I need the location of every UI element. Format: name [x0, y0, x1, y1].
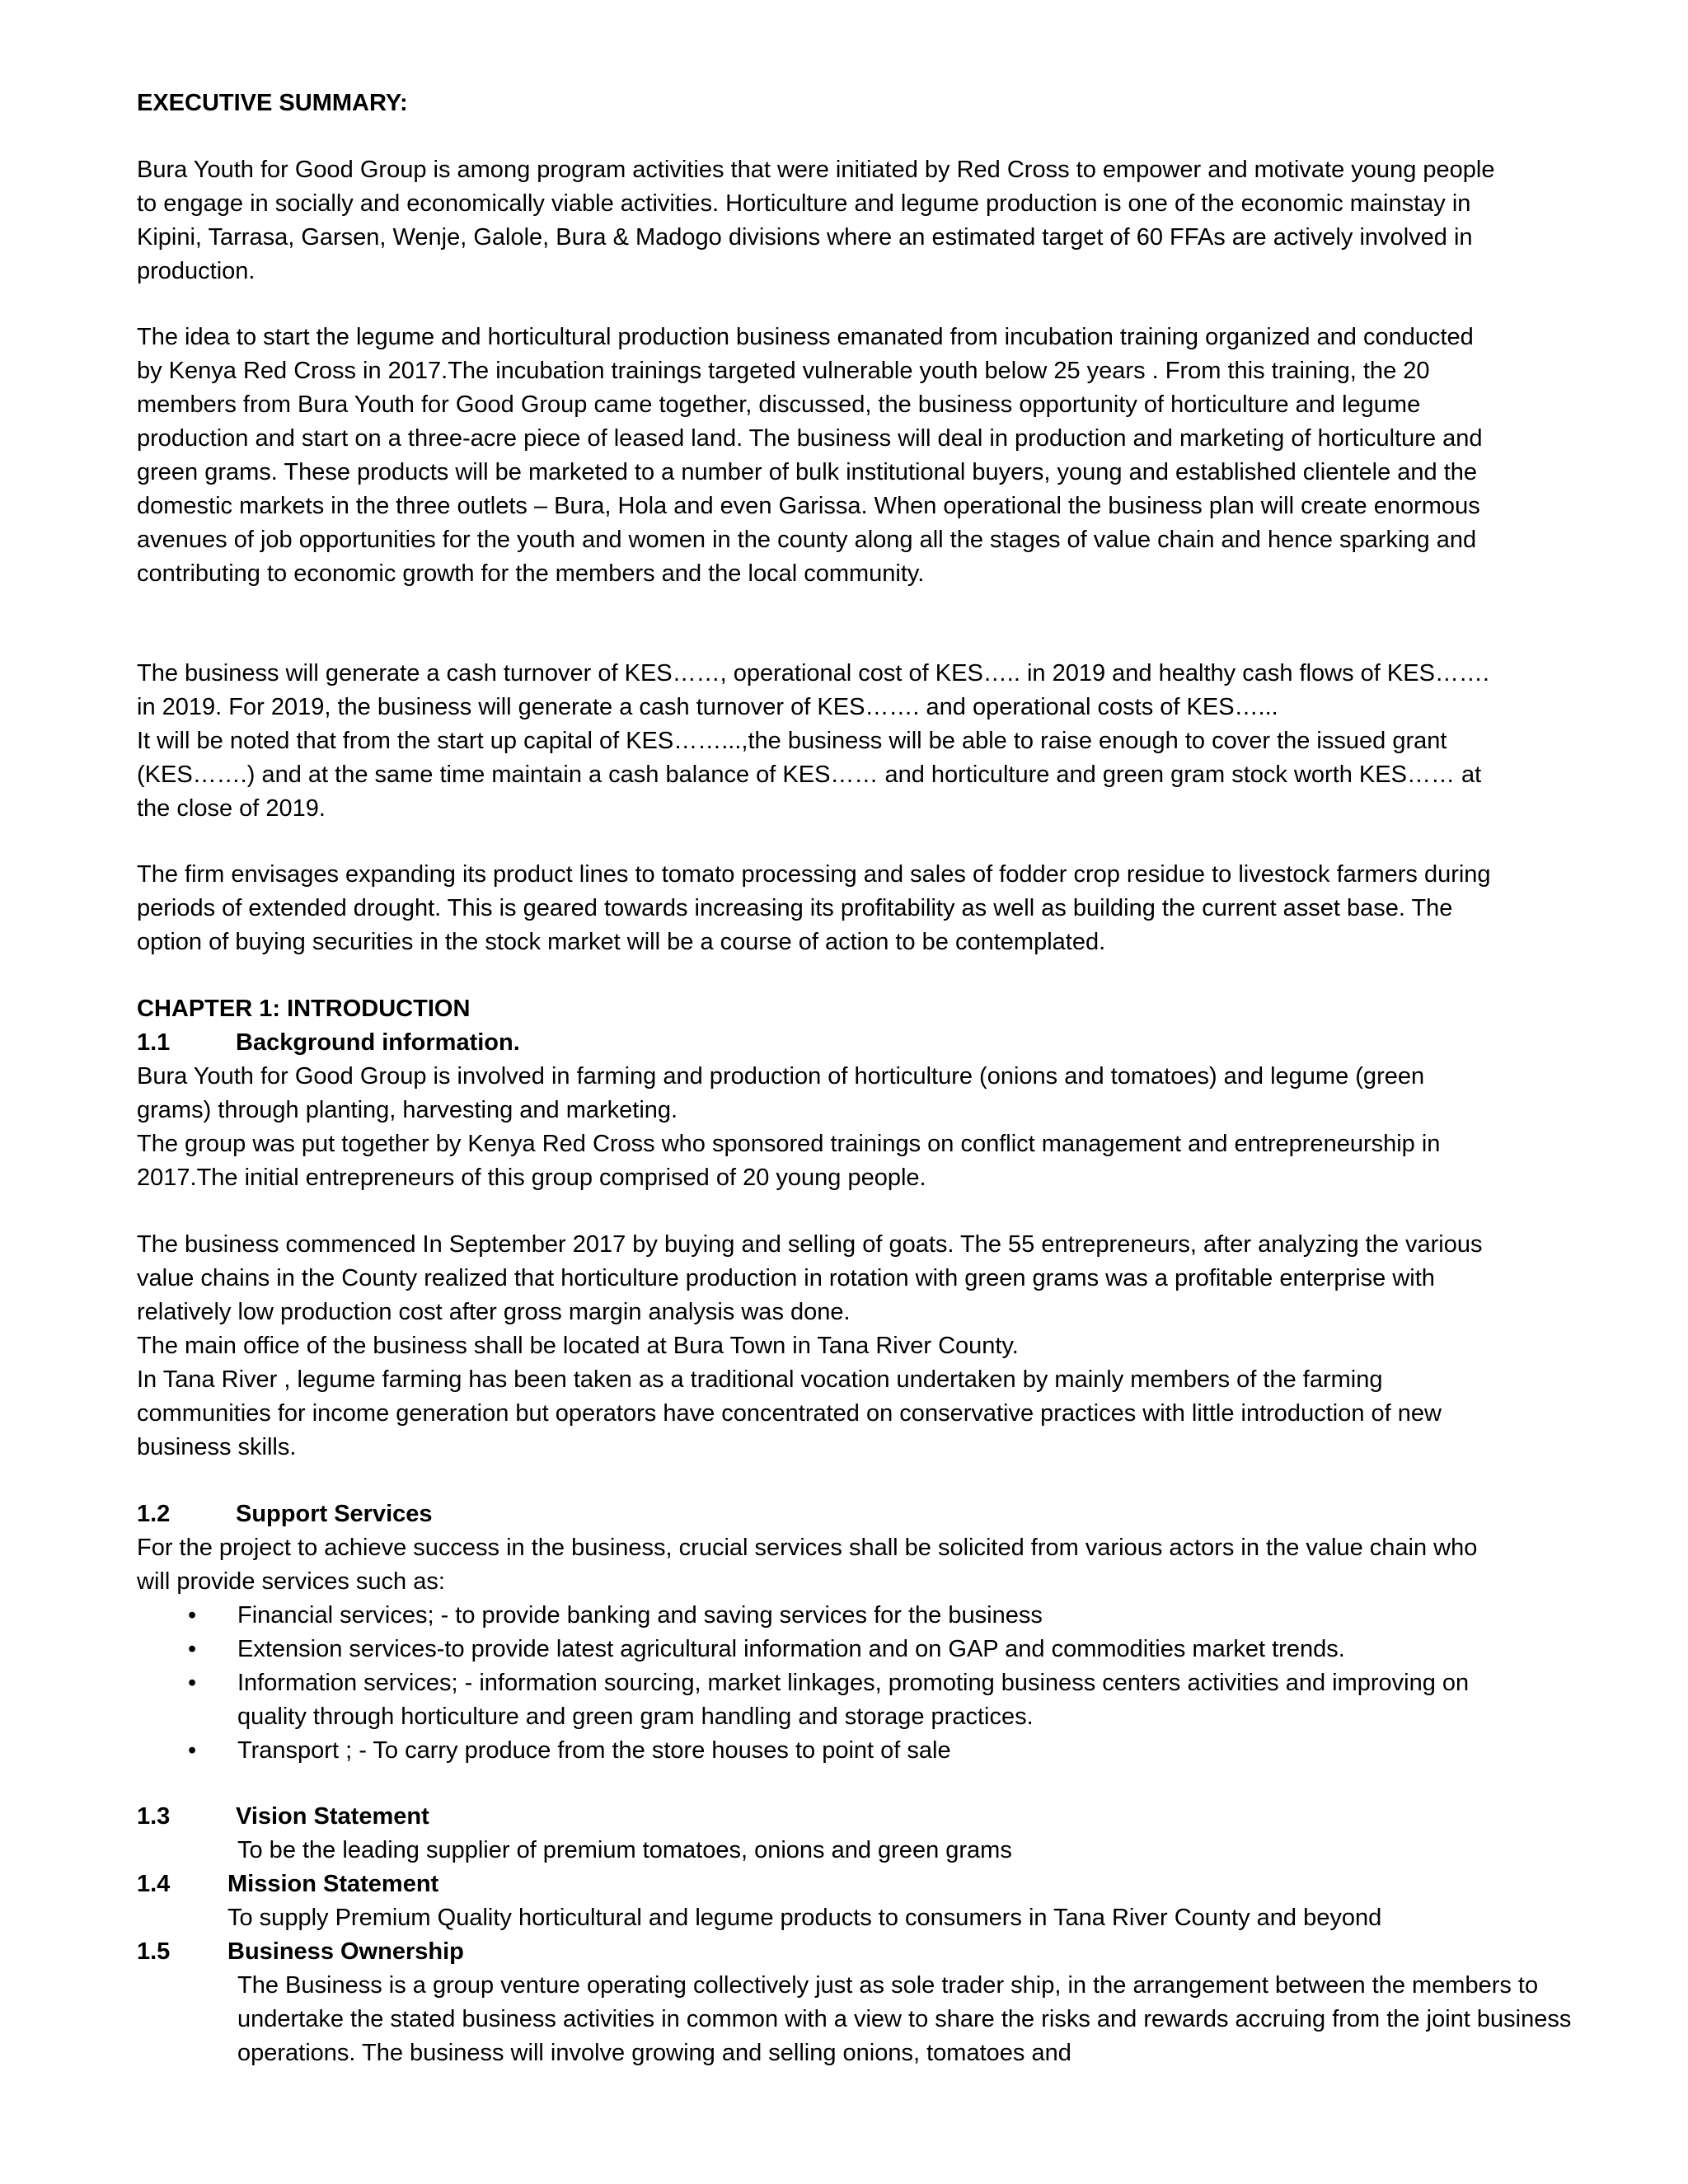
section-title: Business Ownership [227, 1938, 464, 1965]
support-services-list [137, 1599, 1505, 1768]
background-paragraph-5: In Tana River , legume farming has been taken as a traditional vocation undertaken by mainly members of the farming communities for income generation but operators have concentrated on conservative practices with little introduction of new business skills. [137, 1366, 1442, 1460]
bullet-icon: • [188, 1602, 197, 1629]
support-services-intro: For the project to achieve success in the business, crucial services shall be solicited from various actors in the value chain who will provide services such as: [137, 1535, 1478, 1595]
executive-summary-paragraph-4: The firm envisages expanding its product lines to tomato processing and sales of fodder crop residue to livestock farmers during periods of extended drought. This is geared towards increasing its profitability as well as building the current asset base. The option of buying securities in the stock market will be a course of action to be contemplated. [137, 861, 1491, 955]
executive-summary-heading: EXECUTIVE SUMMARY: [137, 90, 408, 116]
list-item-text: Information services; - information sourcing, market linkages, promoting business centers activities and improving on quality through horticulture and green gram handling and storage practices. [237, 1670, 1470, 1730]
list-item [137, 1734, 1505, 1768]
vision-statement-text: To be the leading supplier of premium tomatoes, onions and green grams [237, 1837, 1012, 1863]
section-title: Vision Statement [236, 1803, 429, 1830]
section-1-2-heading [137, 1497, 1505, 1531]
section-number: 1.5 [137, 1938, 171, 1965]
executive-summary-paragraph-3b: It will be noted that from the start up capital of KES……...,the business will be able to raise enough to cover the issued grant (KES…….) and at the same time maintain a cash balance of KES…… and horticulture and green gram stock worth KES…… at the close of 2019. [137, 728, 1482, 822]
list-item [137, 1633, 1505, 1666]
list-item [137, 1666, 1505, 1734]
section-number: 1.3 [137, 1803, 171, 1830]
list-item-text: Transport ; - To carry produce from the store houses to point of sale [237, 1737, 951, 1764]
section-1-3-heading [137, 1800, 1505, 1834]
business-ownership-text: The Business is a group venture operating collectively just as sole trader ship, in the arrangement between the members to undertake the stated business activities in common with a view to share the risks and rewards accruing from the joint business operations. The business will involve growing and selling onions, tomatoes and [237, 1972, 1572, 2066]
section-number: 1.4 [137, 1871, 171, 1897]
section-title: Support Services [236, 1501, 433, 1527]
executive-summary-paragraph-2: The idea to start the legume and horticultural production business emanated from incubation training organized and conducted by Kenya Red Cross in 2017.The incubation trainings targeted vulnerable youth below 25 years . From this training, the 20 members from Bura Youth for Good Group came together, discussed, the business opportunity of horticulture and legume production and start on a three-acre piece of leased land. The business will deal in production and marketing of horticulture and green grams. These products will be marketed to a number of bulk institutional buyers, young and established clientele and the domestic markets in the three outlets – Bura, Hola and even Garissa. When operational the business plan will create enormous avenues of job opportunities for the youth and women in the county along all the stages of value chain and hence sparking and contributing to economic growth for the members and the local community. [137, 324, 1483, 587]
section-number: 1.1 [137, 1029, 171, 1056]
section-1-5-heading [137, 1935, 1505, 1969]
list-item [137, 1599, 1505, 1633]
bullet-icon: • [188, 1737, 197, 1764]
list-item-text: Financial services; - to provide banking and saving services for the business [237, 1602, 1043, 1629]
background-paragraph-3: The business commenced In September 2017 by buying and selling of goats. The 55 entrepreneurs, after analyzing the various value chains in the County realized that horticulture production in rotation with green grams was a profitable enterprise with relatively low production cost after gross margin analysis was done. [137, 1231, 1483, 1325]
bullet-icon: • [188, 1636, 197, 1662]
section-1-4-heading [137, 1868, 1505, 1901]
list-item-text: Extension services-to provide latest agricultural information and on GAP and commodities market trends. [237, 1636, 1345, 1662]
section-title: Mission Statement [227, 1871, 439, 1897]
chapter-heading: CHAPTER 1: INTRODUCTION [137, 996, 471, 1022]
background-paragraph-1: Bura Youth for Good Group is involved in farming and production of horticulture (onions and tomatoes) and legume (green grams) through planting, harvesting and marketing. [137, 1063, 1425, 1123]
mission-statement-text: To supply Premium Quality horticultural and legume products to consumers in Tana River County and beyond [227, 1905, 1382, 1931]
background-paragraph-2: The group was put together by Kenya Red Cross who sponsored trainings on conflict management and entrepreneurship in 2017.The initial entrepreneurs of this group comprised of 20 young people. [137, 1131, 1441, 1191]
executive-summary-paragraph-3a: The business will generate a cash turnover of KES……, operational cost of KES….. in 2019 and healthy cash flows of KES……. in 2019. For 2019, the business will generate a cash turnover of KES……. and operational costs of KES…... [137, 660, 1489, 720]
section-number: 1.2 [137, 1501, 171, 1527]
executive-summary-paragraph-1: Bura Youth for Good Group is among program activities that were initiated by Red Cross to empower and motivate young people to engage in socially and economically viable activities. Horticulture and legume production is one of the economic mainstay in Kipini, Tarrasa, Garsen, Wenje, Galole, Bura & Madogo divisions where an estimated target of 60 FFAs are actively involved in production. [137, 157, 1495, 284]
bullet-icon: • [188, 1670, 197, 1696]
background-paragraph-4: The main office of the business shall be located at Bura Town in Tana River County. [137, 1333, 1019, 1359]
section-1-1-heading [137, 1026, 1505, 1060]
section-title: Background information. [236, 1029, 520, 1056]
